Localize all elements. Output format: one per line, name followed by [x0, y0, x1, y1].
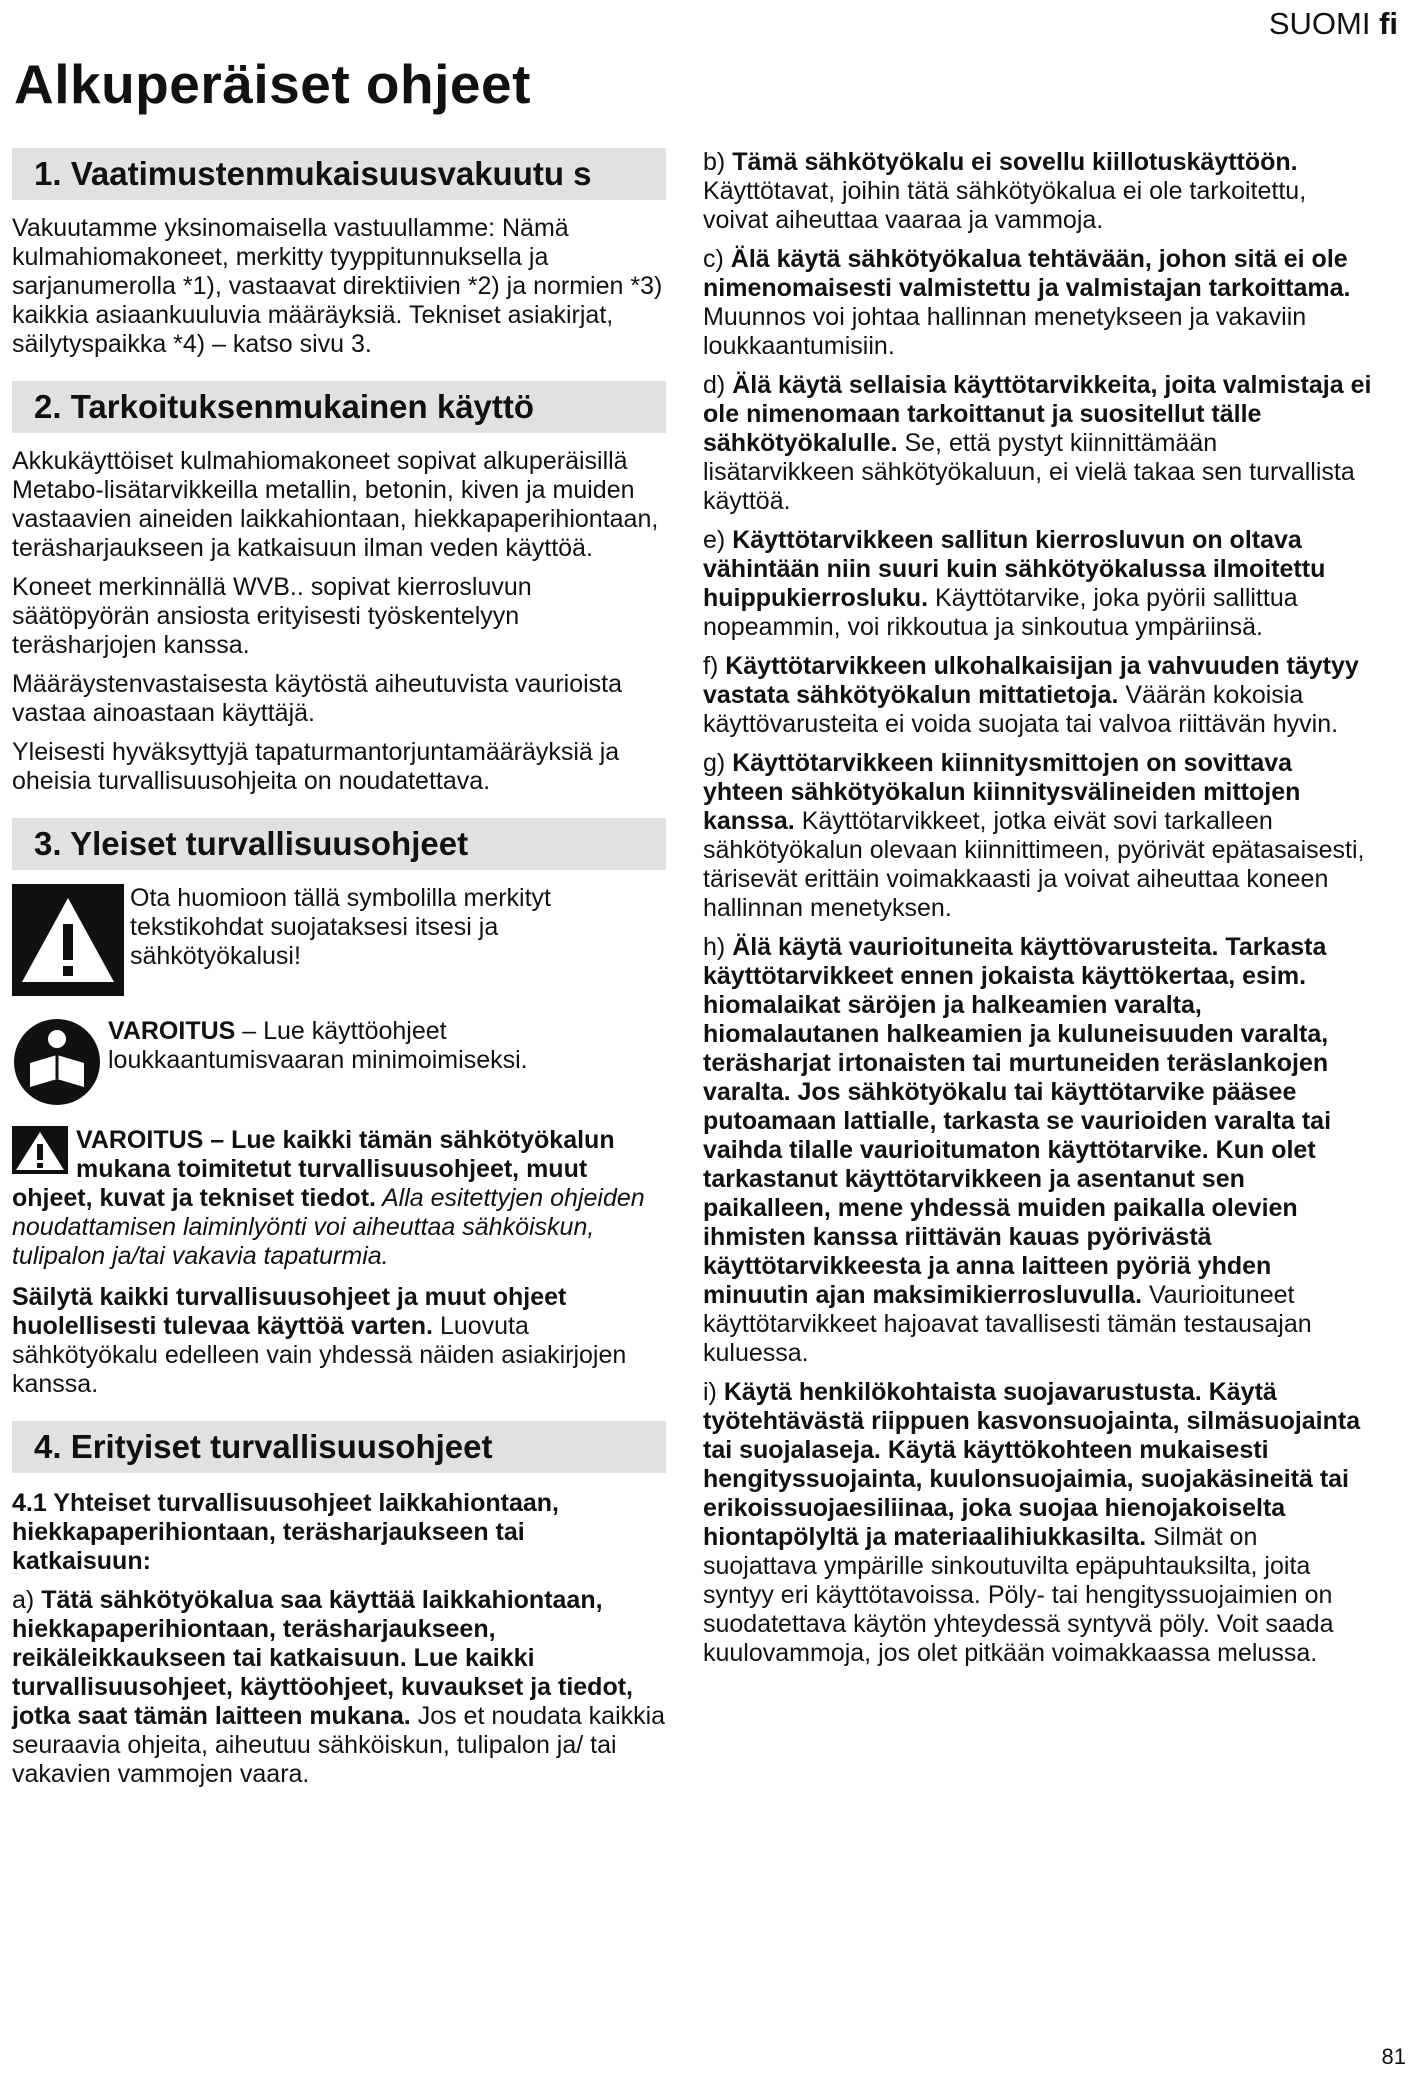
language-label [1269, 6, 1398, 42]
item-h-text: Vaurioituneet käyttötarvikkeet hajoavat tavallisesti tämän testausajan kuluessa. [703, 1281, 1312, 1367]
subsection-4-1-number: 4.1 [12, 1489, 47, 1517]
item-g-text: Käyttötarvikkeet, jotka eivät sovi tarkalleen sähkötyökalun olevaan kiinnittimeen, pyörivät epätasaisesti, tärisevät erittäin voimakkaasti ja voivat aiheuttaa koneen hallinnan menetyksen. [703, 807, 1365, 922]
item-e-text: Käyttötarvike, joka pyörii sallittua nopeammin, voi rikkoutua ja sinkoutua ympäriinsä. [703, 584, 1298, 641]
page-number: 81 [1381, 2044, 1406, 2069]
section-2-p1: Akkukäyttöiset kulmahiomakoneet sopivat alkuperäisillä Metabo-lisätarvikkeilla metallin, betonin, kiven ja muiden vastaavien aineiden laikkahiontaan, hiekkapaperihiontaan, teräsharjaukseen ja katkaisuun ilman veden käyttöä. [12, 447, 659, 562]
keep-instructions-bold: Säilytä kaikki turvallisuusohjeet ja muut ohjeet huolellisesti tulevaa käyttöä varten. [12, 1283, 567, 1340]
item-c-bold: Älä käytä sähkötyökalua tehtävään, johon sitä ei ole nimenomaisesti valmistettu ja valmistajan tarkoittama. [703, 245, 1351, 302]
item-d-text: Se, että pystyt kiinnittämään lisätarvikkeen sähkötyökaluun, ei vielä takaa sen turvallista käyttöä. [703, 429, 1355, 515]
item-i-label: i) [703, 1378, 724, 1406]
warning-triangle-icon [12, 884, 130, 1003]
item-e [703, 526, 1373, 642]
read-all-warning-bold: VAROITUS – Lue kaikki tämän sähkötyökalun mukana toimitetut turvallisuusohjeet, muut ohjeet, kuvat ja tekniset tiedot. [12, 1126, 615, 1212]
item-i [703, 1378, 1373, 1668]
item-g-label: g) [703, 749, 733, 777]
item-b-bold: Tämä sähkötyökalu ei sovellu kiillotuskäyttöön. [732, 148, 1298, 176]
item-b [703, 148, 1373, 235]
item-d-bold: Älä käytä sellaisia käyttötarvikkeita, joita valmistaja ei ole nimenomaan tarkoittanut ja suositellut tälle sähkötyökalulle. [703, 371, 1372, 457]
item-b-label: b) [703, 148, 733, 176]
item-d [703, 371, 1373, 516]
right-column [703, 148, 1373, 1678]
item-a-bold: Tätä sähkötyökalua saa käyttää laikkahiontaan, hiekkapaperihiontaan, teräsharjaukseen, reikäleikkaukseen tai katkaisuun. Lue kaikki turvallisuusohjeet, käyttöohjeet, kuvaukset ja tiedot, jotka saat tämän laitteen mukana. [12, 1586, 633, 1730]
language-code: fi [1379, 6, 1398, 41]
item-d-label: d) [703, 371, 733, 399]
item-a [12, 1586, 666, 1789]
item-e-bold: Käyttötarvikkeen sallitun kierrosluvun on oltava vähintään niin suuri kuin sähkötyökalussa ilmoitettu huippukierrosluku. [703, 526, 1326, 612]
section-1-text: Vakuutamme yksinomaisella vastuullamme: Nämä kulmahiomakoneet, merkitty tyyppitunnuksella ja sarjanumerolla *1), vastaavat direktiivien *2) ja normien *3) kaikkia asiaankuuluvia määräyksiä. Tekniset asiakirjat, säilytyspaikka *4) – katso sivu 3. [12, 214, 663, 358]
section-4-heading: 4. Erityiset turvallisuusohjeet [12, 1421, 666, 1473]
read-all-warning-italic: Alla esitettyjen ohjeiden noudattamisen laiminlyönti voi aiheuttaa sähköiskun, tulipalon ja/tai vakavia tapaturmia. [12, 1184, 645, 1270]
section-2-heading: 2. Tarkoituksenmukainen käyttö [12, 381, 666, 433]
item-e-label: e) [703, 526, 733, 554]
item-c [703, 245, 1373, 361]
small-warning-icon [12, 1126, 76, 1178]
item-h-bold: Älä käytä vaurioituneita käyttövarusteita. Tarkasta käyttötarvikkeet ennen jokaista käyttökertaa, esim. hiomalaikat säröjen ja halkeamien varalta, hiomalautanen halkeamien ja kuluneisuuden varalta, teräsharjat irtonaisten tai murtuneiden teräslankojen varalta. Jos sähkötyökalu tai käyttötarvike pääsee putoamaan lattialle, tarkasta se vaurioiden varalta tai vaihda tilalle vaurioitumaton käyttötarvike. Kun olet tarkastanut käyttötarvikkeen ja asentanut sen paikalleen, mene yhdessä muiden paikalla olevien ihmisten kanssa riittävän kauas pyörivästä käyttötarvikkeesta ja anna laitteen pyöriä yhden minuutin ajan maksimikierrosluvulla. [703, 933, 1332, 1309]
section-2-p4: Yleisesti hyväksyttyjä tapaturmantorjuntamääräyksiä ja oheisia turvallisuusohjeita on noudatettava. [12, 738, 620, 795]
item-c-label: c) [703, 245, 731, 273]
item-g [703, 749, 1373, 923]
item-h [703, 933, 1373, 1368]
item-f-text: Väärän kokoisia käyttövarusteita ei voida suojata tai valvoa riittävän hyvin. [703, 681, 1339, 738]
warning-symbol-note [12, 884, 666, 1003]
item-h-label: h) [703, 933, 733, 961]
item-f [703, 652, 1373, 739]
item-f-bold: Käyttötarvikkeen ulkohalkaisijan ja vahvuuden täytyy vastata sähkötyökalun mittatietoja. [703, 652, 1359, 709]
section-3-heading: 3. Yleiset turvallisuusohjeet [12, 818, 666, 870]
page-title: Alkuperäiset ohjeet [14, 53, 531, 115]
item-b-text: Käyttötavat, joihin tätä sähkötyökalua ei ole tarkoitettu, voivat aiheuttaa vaaraa ja vammoja. [703, 177, 1307, 234]
item-f-label: f) [703, 652, 726, 680]
section-1-heading: 1. Vaatimustenmukaisuusvakuutu s [12, 148, 666, 200]
subsection-4-1-title: Yhteiset turvallisuusohjeet laikkahiontaan, hiekkapaperihiontaan, teräsharjaukseen tai katkaisuun: [12, 1489, 559, 1575]
read-manual-icon [12, 1017, 108, 1114]
language-name: SUOMI [1268, 6, 1371, 41]
keep-instructions-text: Luovuta sähkötyökalu edelleen vain yhdessä näiden asiakirjojen kanssa. [12, 1312, 627, 1398]
read-all-warning [12, 1126, 666, 1271]
subsection-4-1 [12, 1489, 666, 1576]
read-manual-warning-text: – Lue käyttöohjeet loukkaantumisvaaran minimoimiseksi. [108, 1017, 528, 1074]
item-g-bold: Käyttötarvikkeen kiinnitysmittojen on sovittava yhteen sähkötyökalun kiinnitysvälineiden mittojen kanssa. [703, 749, 1301, 835]
item-a-label: a) [12, 1586, 42, 1614]
read-manual-warning-label: VAROITUS [108, 1017, 236, 1045]
section-2-p2: Koneet merkinnällä WVB.. sopivat kierrosluvun säätöpyörän ansiosta erityisesti työskentelyyn teräsharjojen kanssa. [12, 573, 532, 659]
item-i-text: Silmät on suojattava ympärille sinkoutuvilta epäpuhtauksilta, joita syntyy eri käyttötavoissa. Pöly- tai hengityssuojaimien on suodatettava käytön yhteydessä syntyvä pöly. Voit saada kuulovammoja, jos olet pitkään voimakkaassa melussa. [703, 1523, 1334, 1667]
keep-instructions [12, 1283, 666, 1399]
item-a-text: Jos et noudata kaikkia seuraavia ohjeita, aiheutuu sähköiskun, tulipalon ja/ tai vakavien vammojen vaara. [12, 1702, 666, 1788]
item-i-bold: Käytä henkilökohtaista suojavarustusta. Käytä työtehtävästä riippuen kasvonsuojainta, silmäsuojainta tai suojalaseja. Käytä käyttökohteen mukaisesti hengityssuojainta, kuulonsuojaimia, suojakäsineitä tai erikoissuojaesiliinaa, joka suojaa hienojakoiselta hiontapölyltä ja materiaalihiukkasilta. [703, 1378, 1361, 1551]
left-column [12, 148, 666, 1799]
warning-symbol-text: Ota huomioon tällä symbolilla merkityt tekstikohdat suojataksesi itsesi ja sähkötyökalusi! [130, 884, 551, 970]
read-manual-warning [12, 1017, 666, 1114]
item-c-text: Muunnos voi johtaa hallinnan menetykseen ja vakaviin loukkaantumisiin. [703, 303, 1307, 360]
section-2-p3: Määräystenvastaisesta käytöstä aiheutuvista vaurioista vastaa ainoastaan käyttäjä. [12, 670, 623, 727]
